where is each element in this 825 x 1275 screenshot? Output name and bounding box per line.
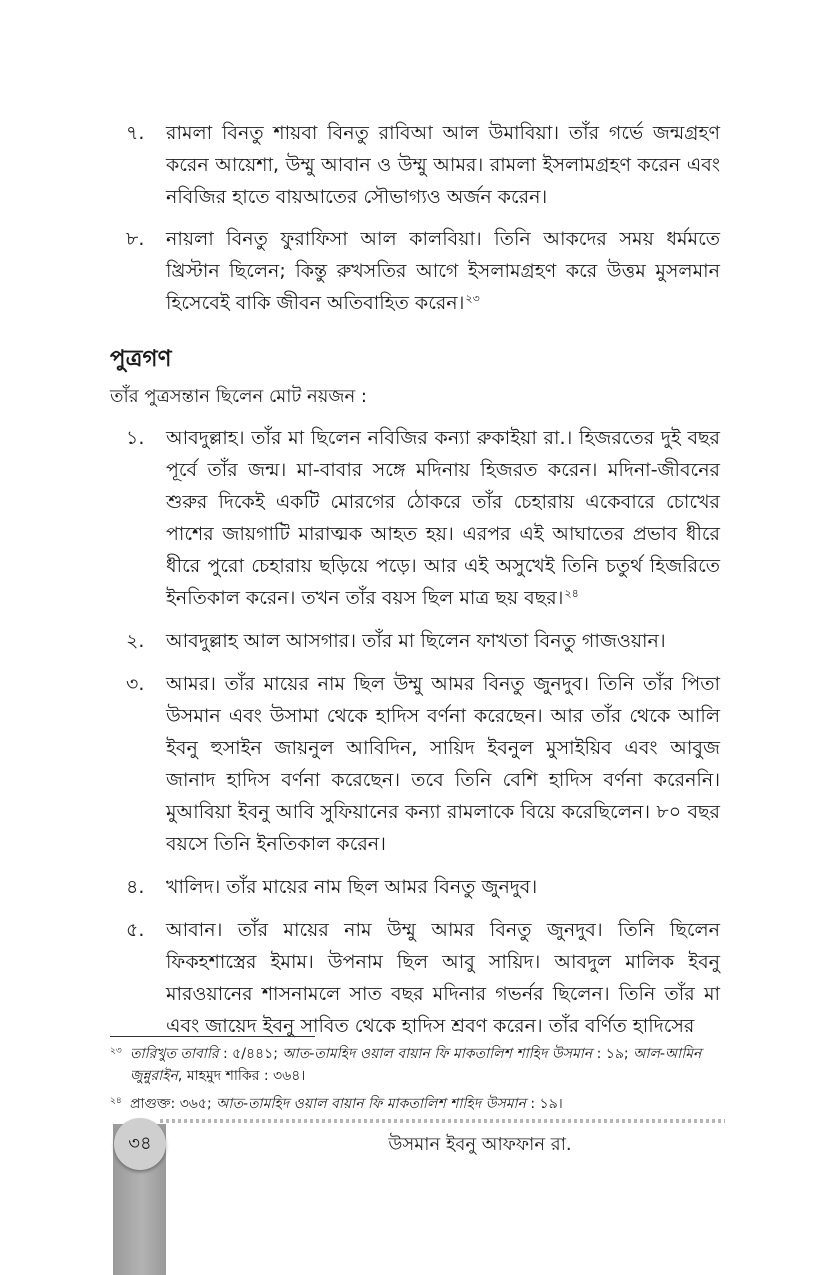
footnote-mark: ২৩	[110, 1046, 122, 1056]
item-number: ৭.	[126, 122, 145, 144]
footer-divider	[160, 1119, 725, 1123]
source-title: আত-তামহিদ ওয়াল বায়ান ফি মাকতালিশ শাহিদ উসমান	[282, 1046, 593, 1062]
item-number: ৪.	[126, 876, 145, 898]
footnote-divider	[110, 1036, 315, 1037]
item-text: আবদুল্লাহ। তাঁর মা ছিলেন নবিজির কন্যা রুকাইয়া রা.। হিজরতের দুই বছর পূর্বে তাঁর জন্ম। মা-বাবার সঙ্গে মদিনায় হিজরত করেন। মদিনা-জীবনের শুরুর দিকেই একটি মোরগের ঠোকরে তাঁর চেহারায় একেবারে চোখের পাশের জায়গাটি মারাত্মক আহত হয়। এরপর এই আঘাতের প্রভাব ধীরে ধীরে পুরো চেহারায় ছড়িয়ে পড়ে। আর এই অসুখেই তিনি চতুর্থ হিজরিতে ইনতিকাল করেন। তখন তাঁর বয়স ছিল মাত্র ছয় বছর।$^{২৪}$	[166, 427, 720, 609]
footnote-ref-23[interactable]: ২৩	[465, 291, 480, 305]
running-head: উসমান ইবনু আফফান রা.	[388, 1134, 572, 1155]
item-number: ২.	[126, 630, 145, 652]
list-item	[110, 625, 720, 657]
item-text: খালিদ। তাঁর মায়ের নাম ছিল আমর বিনতু জুনদুব।	[166, 876, 538, 898]
item-text: আমর। তাঁর মায়ের নাম ছিল উম্মু আমর বিনতু জুনদুব। তিনি তাঁর পিতা উসমান এবং উসামা থেকে হাদিস বর্ণনা করেছেন। আর তাঁর থেকে আলি ইবনু হুসাইন জায়নুল আবিদিন, সায়িদ ইবনুল মুসাইয়িব এবং আবুজ জানাদ হাদিস বর্ণনা করেছেন। তবে তিনি বেশি হাদিস বর্ণনা করেননি। মুআবিয়া ইবনু আবি সুফিয়ানের কন্যা রামলাকে বিয়ে করেছিলেন। ৮০ বছর বয়সে তিনি ইনতিকাল করেন।	[166, 673, 720, 855]
list-item	[110, 668, 720, 860]
footnote-mark: ২৪	[110, 1096, 122, 1106]
item-text: নায়লা বিনতু ফুরাফিসা আল কালবিয়া। তিনি আকদের সময় ধর্মমতে খ্রিস্টান ছিলেন; কিন্তু রুখসতির আগে ইসলামগ্রহণ করে উত্তম মুসলমান হিসেবেই বাকি জীবন অতিবাহিত করেন।$^{২৩}$	[166, 228, 720, 314]
list-item	[110, 914, 720, 1042]
item-number: ৫.	[126, 919, 145, 941]
item-text: আবদুল্লাহ আল আসগার। তাঁর মা ছিলেন ফাখতা বিনতু গাজওয়ান।	[166, 630, 666, 652]
item-text: রামলা বিনতু শায়বা বিনতু রাবিআ আল উমাবিয়া। তাঁর গর্ভে জন্মগ্রহণ করেন আয়েশা, উম্মু আবান ও উম্মু আমর। রামলা ইসলামগ্রহণ করেন এবং নবিজির হাতে বায়আতের সৌভাগ্যও অর্জন করেন।	[166, 122, 720, 208]
footnotes	[110, 1043, 725, 1115]
source-title: আত-তামহিদ ওয়াল বায়ান ফি মাকতালিশ শাহিদ উসমান	[216, 1096, 526, 1112]
list-item	[110, 422, 720, 614]
list-item	[110, 871, 720, 903]
list-item	[110, 117, 720, 213]
footnote-ref-24[interactable]: ২৪	[564, 586, 579, 600]
section-heading: পুত্রগণ	[110, 346, 172, 372]
item-text: আবান। তাঁর মায়ের নাম উম্মু আমর বিনতু জুনদুব। তিনি ছিলেন ফিকহশাস্ত্রের ইমাম। উপনাম ছিল আবু সায়িদ। আবদুল মালিক ইবনু মারওয়ানের শাসনামলে সাত বছর মদিনার গভর্নর ছিলেন। তিনি তাঁর মা এবং জায়েদ ইবনু সাবিত থেকে হাদিস শ্রবণ করেন। তাঁর বর্ণিত হাদিসের	[166, 919, 720, 1037]
list-item	[110, 223, 720, 319]
section-intro: তাঁর পুত্রসন্তান ছিলেন মোট নয়জন :	[110, 386, 367, 407]
source-title: তারিখুত তাবারি	[130, 1046, 219, 1062]
item-number: ৩.	[126, 673, 145, 695]
page-number: ৩৪	[114, 1118, 166, 1170]
item-number: ৮.	[126, 228, 145, 250]
footnote-24: ২৪ প্রাগুক্ত: ৩৬৫; আত-তামহিদ ওয়াল বায়ান ফি মাকতালিশ শাহিদ উসমান : ১৯।	[110, 1093, 725, 1115]
source-title: আল-আমিন জুন্নুরাইন	[130, 1046, 702, 1084]
footnote-23: ২৩ তারিখুত তাবারি : ৫/৪৪১; আত-তামহিদ ওয়াল বায়ান ফি মাকতালিশ শাহিদ উসমান : ১৯; আল-আমিন জুন্নুরাইন, মাহমুদ শাকির : ৩৬৪।	[110, 1043, 725, 1087]
wives-list-continued	[110, 117, 720, 319]
item-number: ১.	[126, 427, 145, 449]
sons-list	[110, 422, 720, 1042]
